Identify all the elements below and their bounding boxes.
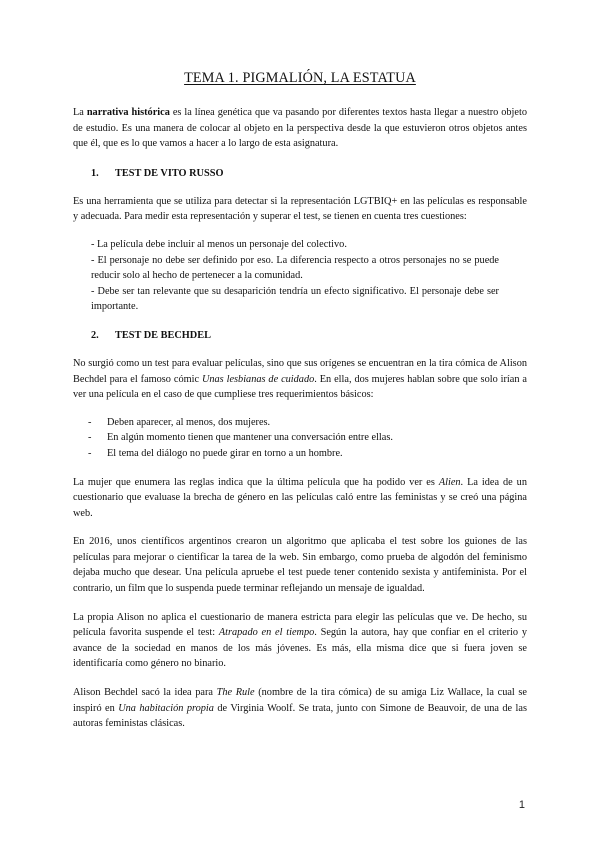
list-item: - El personaje no debe ser definido por eso. La diferencia respecto a otros personajes no se puede reducir solo al hecho de pertenecer a la comunidad. [91,254,499,282]
page-number: 1 [518,799,525,811]
bechdel-paragraph-alison: La propia Alison no aplica el cuestionario de manera estricta para elegir las películas que ve. De hecho, su película favorita suspende el test: Atrapado en el tiempo. Según la autora, hay que confiar en el criterio y avance de la sociedad en manos de los más jóvenes. Es más, ella misma dice que si fuera joven se identificaría como género no binario. [73,611,527,670]
section1-paragraph: Es una herramienta que se utiliza para detectar si la representación LGTBIQ+ en las películas es responsable y adecuada. Para medir esta representación y superar el test, se tienen en cuenta tres cuestiones: [73,195,527,223]
bullet-dash: - [88,416,92,428]
book-title: Una habitación propia [118,702,214,714]
vito-russo-criteria-list [91,237,499,315]
page-title: TEMA 1. PIGMALIÓN, LA ESTATUA [184,70,416,86]
bullet-dash: - [88,447,92,459]
section-heading-vito-russo [73,167,527,181]
list-item: - Deben aparecer, al menos, dos mujeres. [88,415,527,431]
bechdel-paragraph-the-rule: Alison Bechdel sacó la idea para The Rule (nombre de la tira cómica) de su amiga Liz Wallace, la cual se inspiró en Una habitación propia de Virginia Woolf. Se trata, junto con Simone de Beauvoir, de una de las autoras feministas clásicas. [73,687,527,730]
intro-paragraph: La narrativa histórica es la línea genética que va pasando por diferentes textos hasta llegar a nuestro objeto de estudio. Es una manera de colocar al objeto en la perspectiva desde la que estuvieron otros objetos antes que él, que es lo que vamos a hacer a lo largo de esta asignatura. [73,107,527,150]
bechdel-paragraph-algorithm: En 2016, unos científicos argentinos crearon un algoritmo que aplicaba el test sobre los guiones de las películas para mejorar o cientificar la tarea de la web. Sin embargo, como prueba de algodón del feminismo dejaba mucho que desear. Una película apruebe el test puede tener contenido sexista y antifeminista. Por el contrario, un film que lo suspenda puede terminar reflejando un mensaje de igualdad. [73,536,527,595]
comic-strip-title: The Rule [216,687,255,699]
film-title: Atrapado en el tiempo [218,627,315,639]
bullet-dash: - [88,432,92,444]
list-item: - En algún momento tienen que mantener una conversación entre ellas. [88,430,527,446]
film-title: Alien [438,476,461,488]
list-item: - La película debe incluir al menos un personaje del colectivo. [91,238,347,250]
section-heading-bechdel [73,329,527,343]
bechdel-requirements-list [88,415,527,462]
list-item: - Debe ser tan relevante que su desaparición tendría un efecto significativo. El personaje debe ser importante. [91,285,499,313]
section-title: TEST DE VITO RUSSO [115,167,224,179]
section-number: 1. [91,167,99,179]
section-title: TEST DE BECHDEL [115,329,211,341]
section-number: 2. [91,329,99,341]
list-item: - El tema del diálogo no puede girar en torno a un hombre. [88,446,527,462]
bechdel-paragraph-origin: No surgió como un test para evaluar películas, sino que sus orígenes se encuentran en la tira cómica de Alison Bechdel para el famoso cómic Unas lesbianas de cuidado. En ella, dos mujeres hablan sobre que solo irían a ver una película en el caso de que cumpliese tres requerimientos básicos: [73,357,527,401]
document-page [73,70,527,745]
intro-bold-term: narrativa histórica [86,107,170,118]
bechdel-paragraph-alien: La mujer que enumera las reglas indica que la última película que ha podido ver es Alien. La idea de un cuestionario que evaluase la brecha de género en las películas caló entre las feministas y se creó una página web. [73,476,527,519]
comic-title: Unas lesbianas de cuidado [201,373,315,385]
